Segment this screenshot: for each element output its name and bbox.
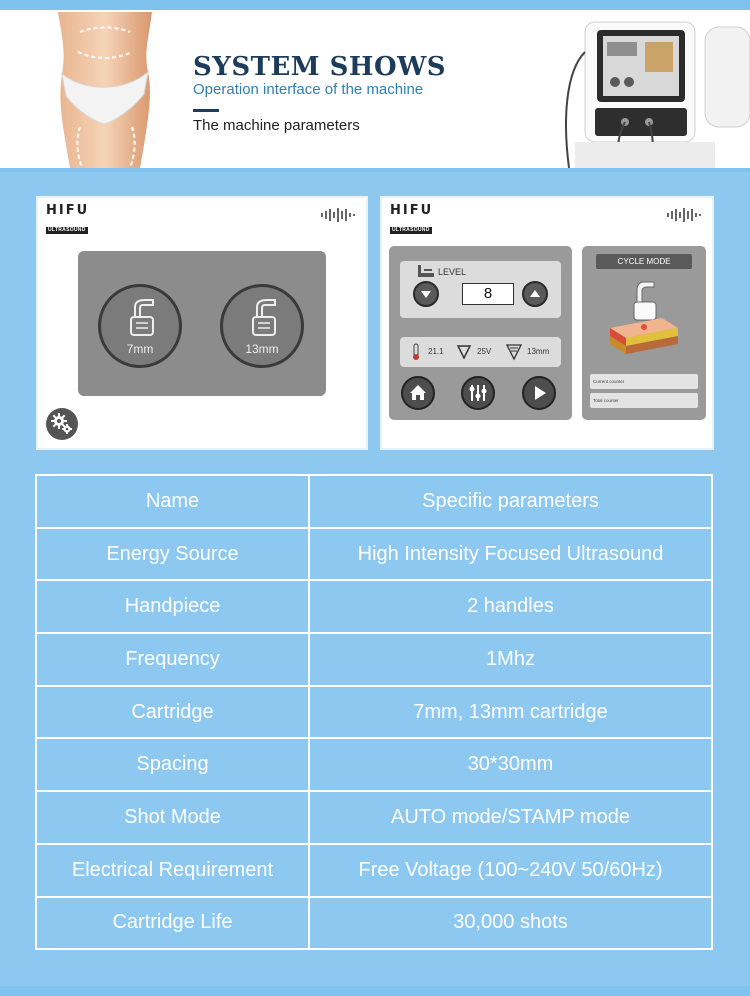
cartridge-label: 7mm [126,342,154,356]
level-value: 8 [462,283,514,305]
cartridge-7mm-button[interactable] [98,284,182,368]
param-name: Shot Mode [36,791,309,844]
control-panel [389,246,572,420]
adjust-button[interactable] [461,376,495,410]
bottom-border [0,986,750,996]
top-banner [0,0,750,172]
machine-illustration [555,12,750,168]
brand-logo: HIFU ULTRASOUND [46,203,90,233]
level-control [400,261,561,318]
treatment-screen [380,196,714,450]
home-icon [403,378,433,408]
brand-logo: HIFU ULTRASOUND [390,203,434,233]
parameter-readout [400,337,561,367]
cartridge-select-screen [36,196,368,450]
param-value: 30,000 shots [309,897,712,950]
param-name: Electrical Requirement [36,844,309,897]
cartridge-panel [78,251,326,396]
page-title: SYSTEM SHOWS [193,52,447,82]
mode-panel [582,246,706,420]
level-icon [418,265,434,277]
param-value: 7mm, 13mm cartridge [309,686,712,739]
home-button[interactable] [401,376,435,410]
param-name: Cartridge [36,686,309,739]
table-header-row [36,475,712,528]
table-row [36,897,712,950]
param-value: High Intensity Focused Ultrasound [309,528,712,581]
cartridge-label: 13mm [245,342,279,356]
gear-icon [46,408,78,440]
page-subtitle: Operation interface of the machine [193,81,424,98]
spec-table [35,474,713,950]
params-heading: The machine parameters [193,117,360,134]
depth-value: 13mm [527,347,550,356]
param-value: Free Voltage (100~240V 50/60Hz) [309,844,712,897]
settings-button[interactable] [46,408,78,440]
temperature-value: 21.1 [428,347,444,356]
play-icon [524,378,554,408]
cycle-mode-button[interactable]: CYCLE MODE [596,254,692,269]
param-name: Cartridge Life [36,897,309,950]
table-row [36,633,712,686]
start-button[interactable] [522,376,556,410]
voltage-icon [457,344,471,360]
depth-icon [506,343,522,361]
table-row [36,686,712,739]
soundwave-icon [320,208,356,222]
table-row [36,791,712,844]
soundwave-icon [666,208,702,222]
param-value: 1Mhz [309,633,712,686]
body-illustration [40,12,170,168]
param-name: Energy Source [36,528,309,581]
level-down-button[interactable] [413,281,439,307]
total-counter: Total counter [590,393,698,408]
arrow-down-icon [415,283,437,305]
cartridge-13mm-button[interactable] [220,284,304,368]
level-up-button[interactable] [522,281,548,307]
banner-content [0,12,750,168]
param-value: AUTO mode/STAMP mode [309,791,712,844]
handpiece-icon [127,299,159,339]
param-name: Handpiece [36,580,309,633]
param-name: Spacing [36,738,309,791]
current-counter: Current counter [590,374,698,389]
param-value: 2 handles [309,580,712,633]
thermometer-icon [410,343,422,361]
sliders-icon [463,378,493,408]
skin-layer-illustration [604,280,684,360]
param-value: 30*30mm [309,738,712,791]
level-label: LEVEL [438,267,467,277]
param-name: Frequency [36,633,309,686]
arrow-up-icon [524,283,546,305]
table-row [36,528,712,581]
table-row [36,580,712,633]
header-name: Name [36,475,309,528]
handpiece-icon [249,299,281,339]
table-row [36,738,712,791]
title-divider [193,109,219,112]
header-value: Specific parameters [309,475,712,528]
voltage-value: 25V [477,347,492,356]
table-row [36,844,712,897]
